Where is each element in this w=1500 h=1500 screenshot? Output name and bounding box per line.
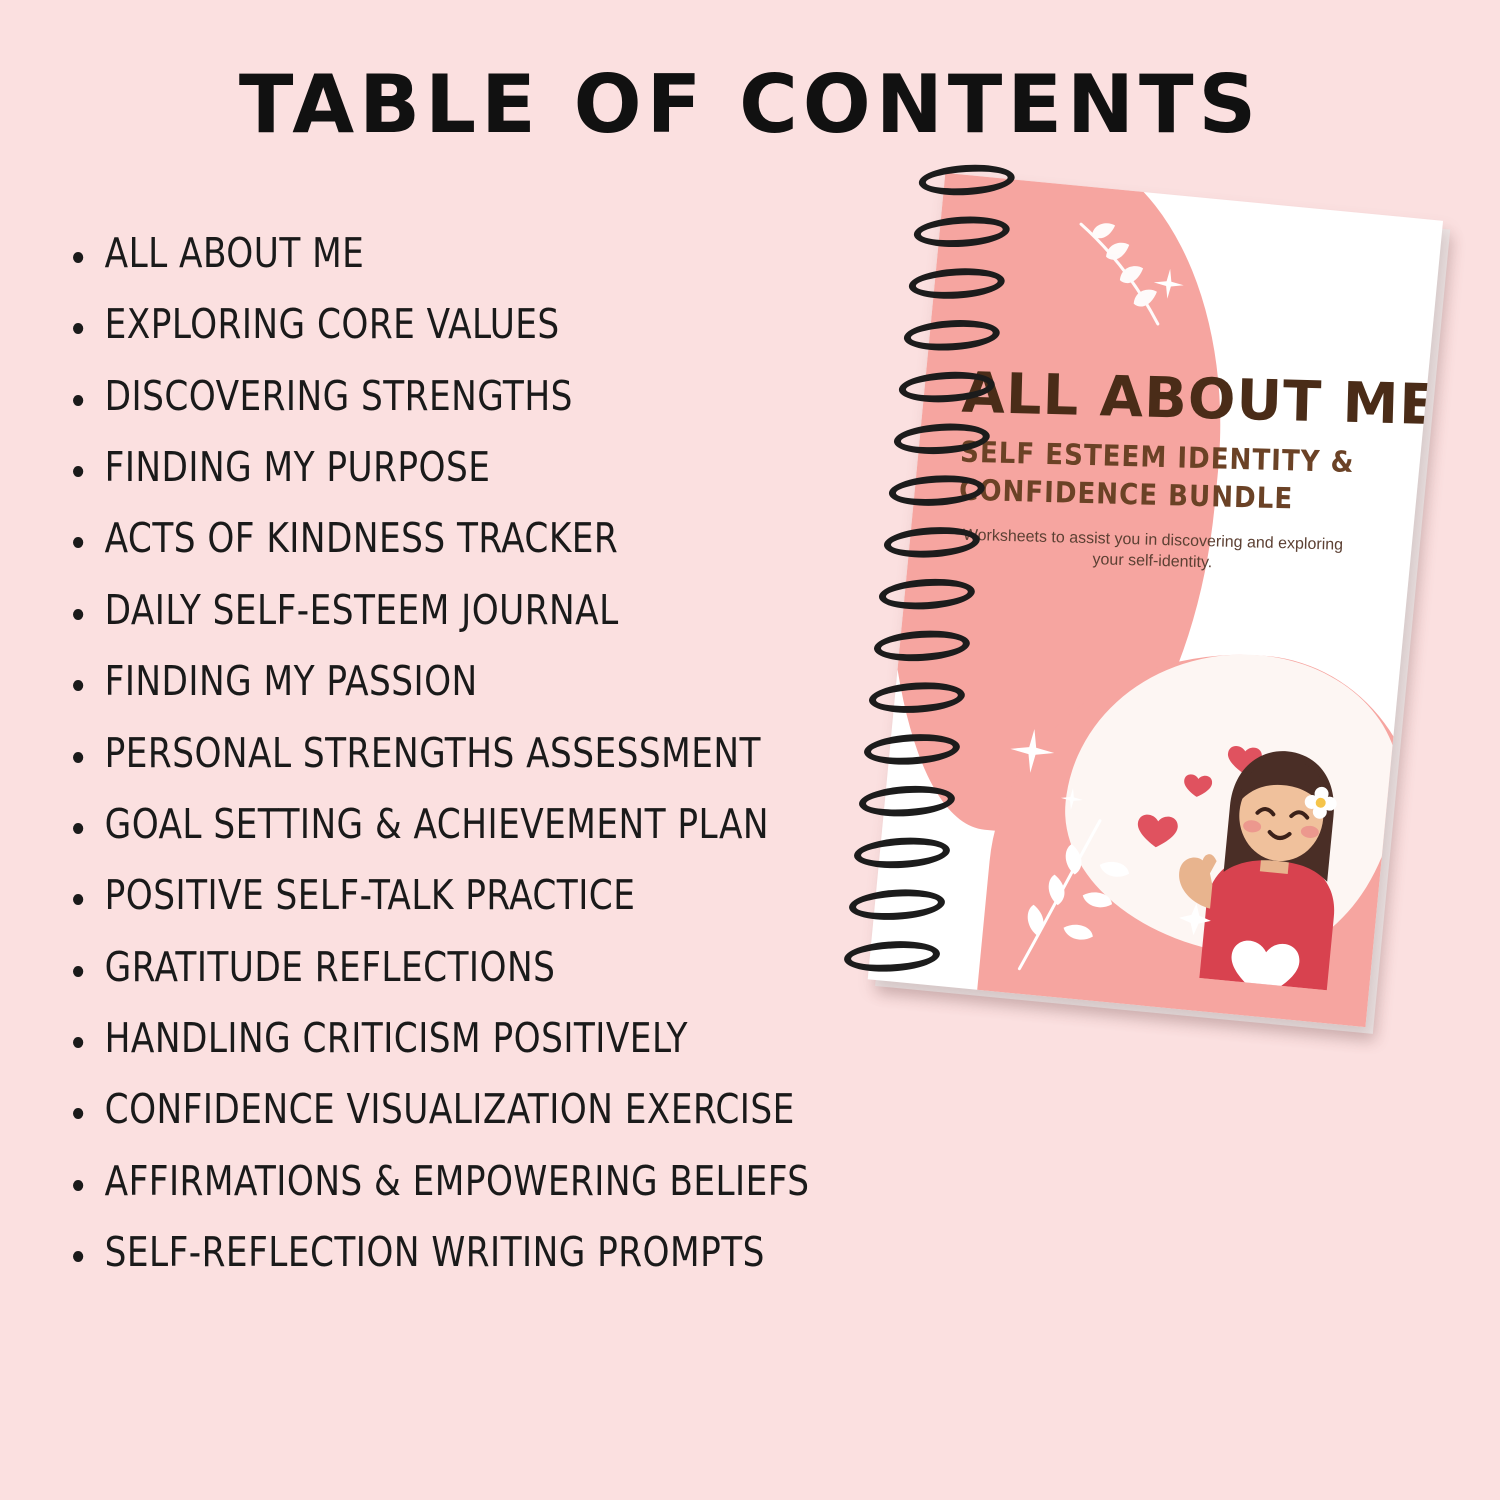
list-item: POSITIVE SELF-TALK PRACTICE — [60, 874, 953, 918]
cover-subtitle-line1: SELF ESTEEM IDENTITY & — [959, 434, 1355, 479]
notebook-mockup — [880, 178, 1480, 1068]
list-item: AFFIRMATIONS & EMPOWERING BELIEFS — [60, 1160, 953, 1204]
girl-illustration — [1103, 700, 1388, 999]
list-item: GRATITUDE REFLECTIONS — [60, 946, 953, 990]
list-item: SELF-REFLECTION WRITING PROMPTS — [60, 1231, 953, 1275]
cover-text-block — [957, 360, 1440, 579]
cover-description: Worksheets to assist you in discovering and exploring your self-identity. — [962, 526, 1344, 572]
cover-subtitle-line2: CONFIDENCE BUNDLE — [958, 472, 1294, 516]
list-item: EXPLORING CORE VALUES — [60, 303, 953, 347]
list-item: CONFIDENCE VISUALIZATION EXERCISE — [60, 1088, 953, 1132]
list-item: PERSONAL STRENGTHS ASSESSMENT — [60, 732, 953, 776]
cover-title: ALL ABOUT ME — [960, 360, 1440, 439]
list-item: DISCOVERING STRENGTHS — [60, 375, 953, 419]
list-item: FINDING MY PASSION — [60, 660, 953, 704]
list-item: HANDLING CRITICISM POSITIVELY — [60, 1017, 953, 1061]
list-item: DAILY SELF-ESTEEM JOURNAL — [60, 589, 953, 633]
list-item: GOAL SETTING & ACHIEVEMENT PLAN — [60, 803, 953, 847]
list-item: FINDING MY PURPOSE — [60, 446, 953, 490]
page-title: TABLE OF CONTENTS — [238, 58, 1262, 151]
list-item: ACTS OF KINDNESS TRACKER — [60, 517, 953, 561]
list-item: ALL ABOUT ME — [60, 232, 953, 276]
leaf-branch-icon — [1060, 215, 1191, 351]
